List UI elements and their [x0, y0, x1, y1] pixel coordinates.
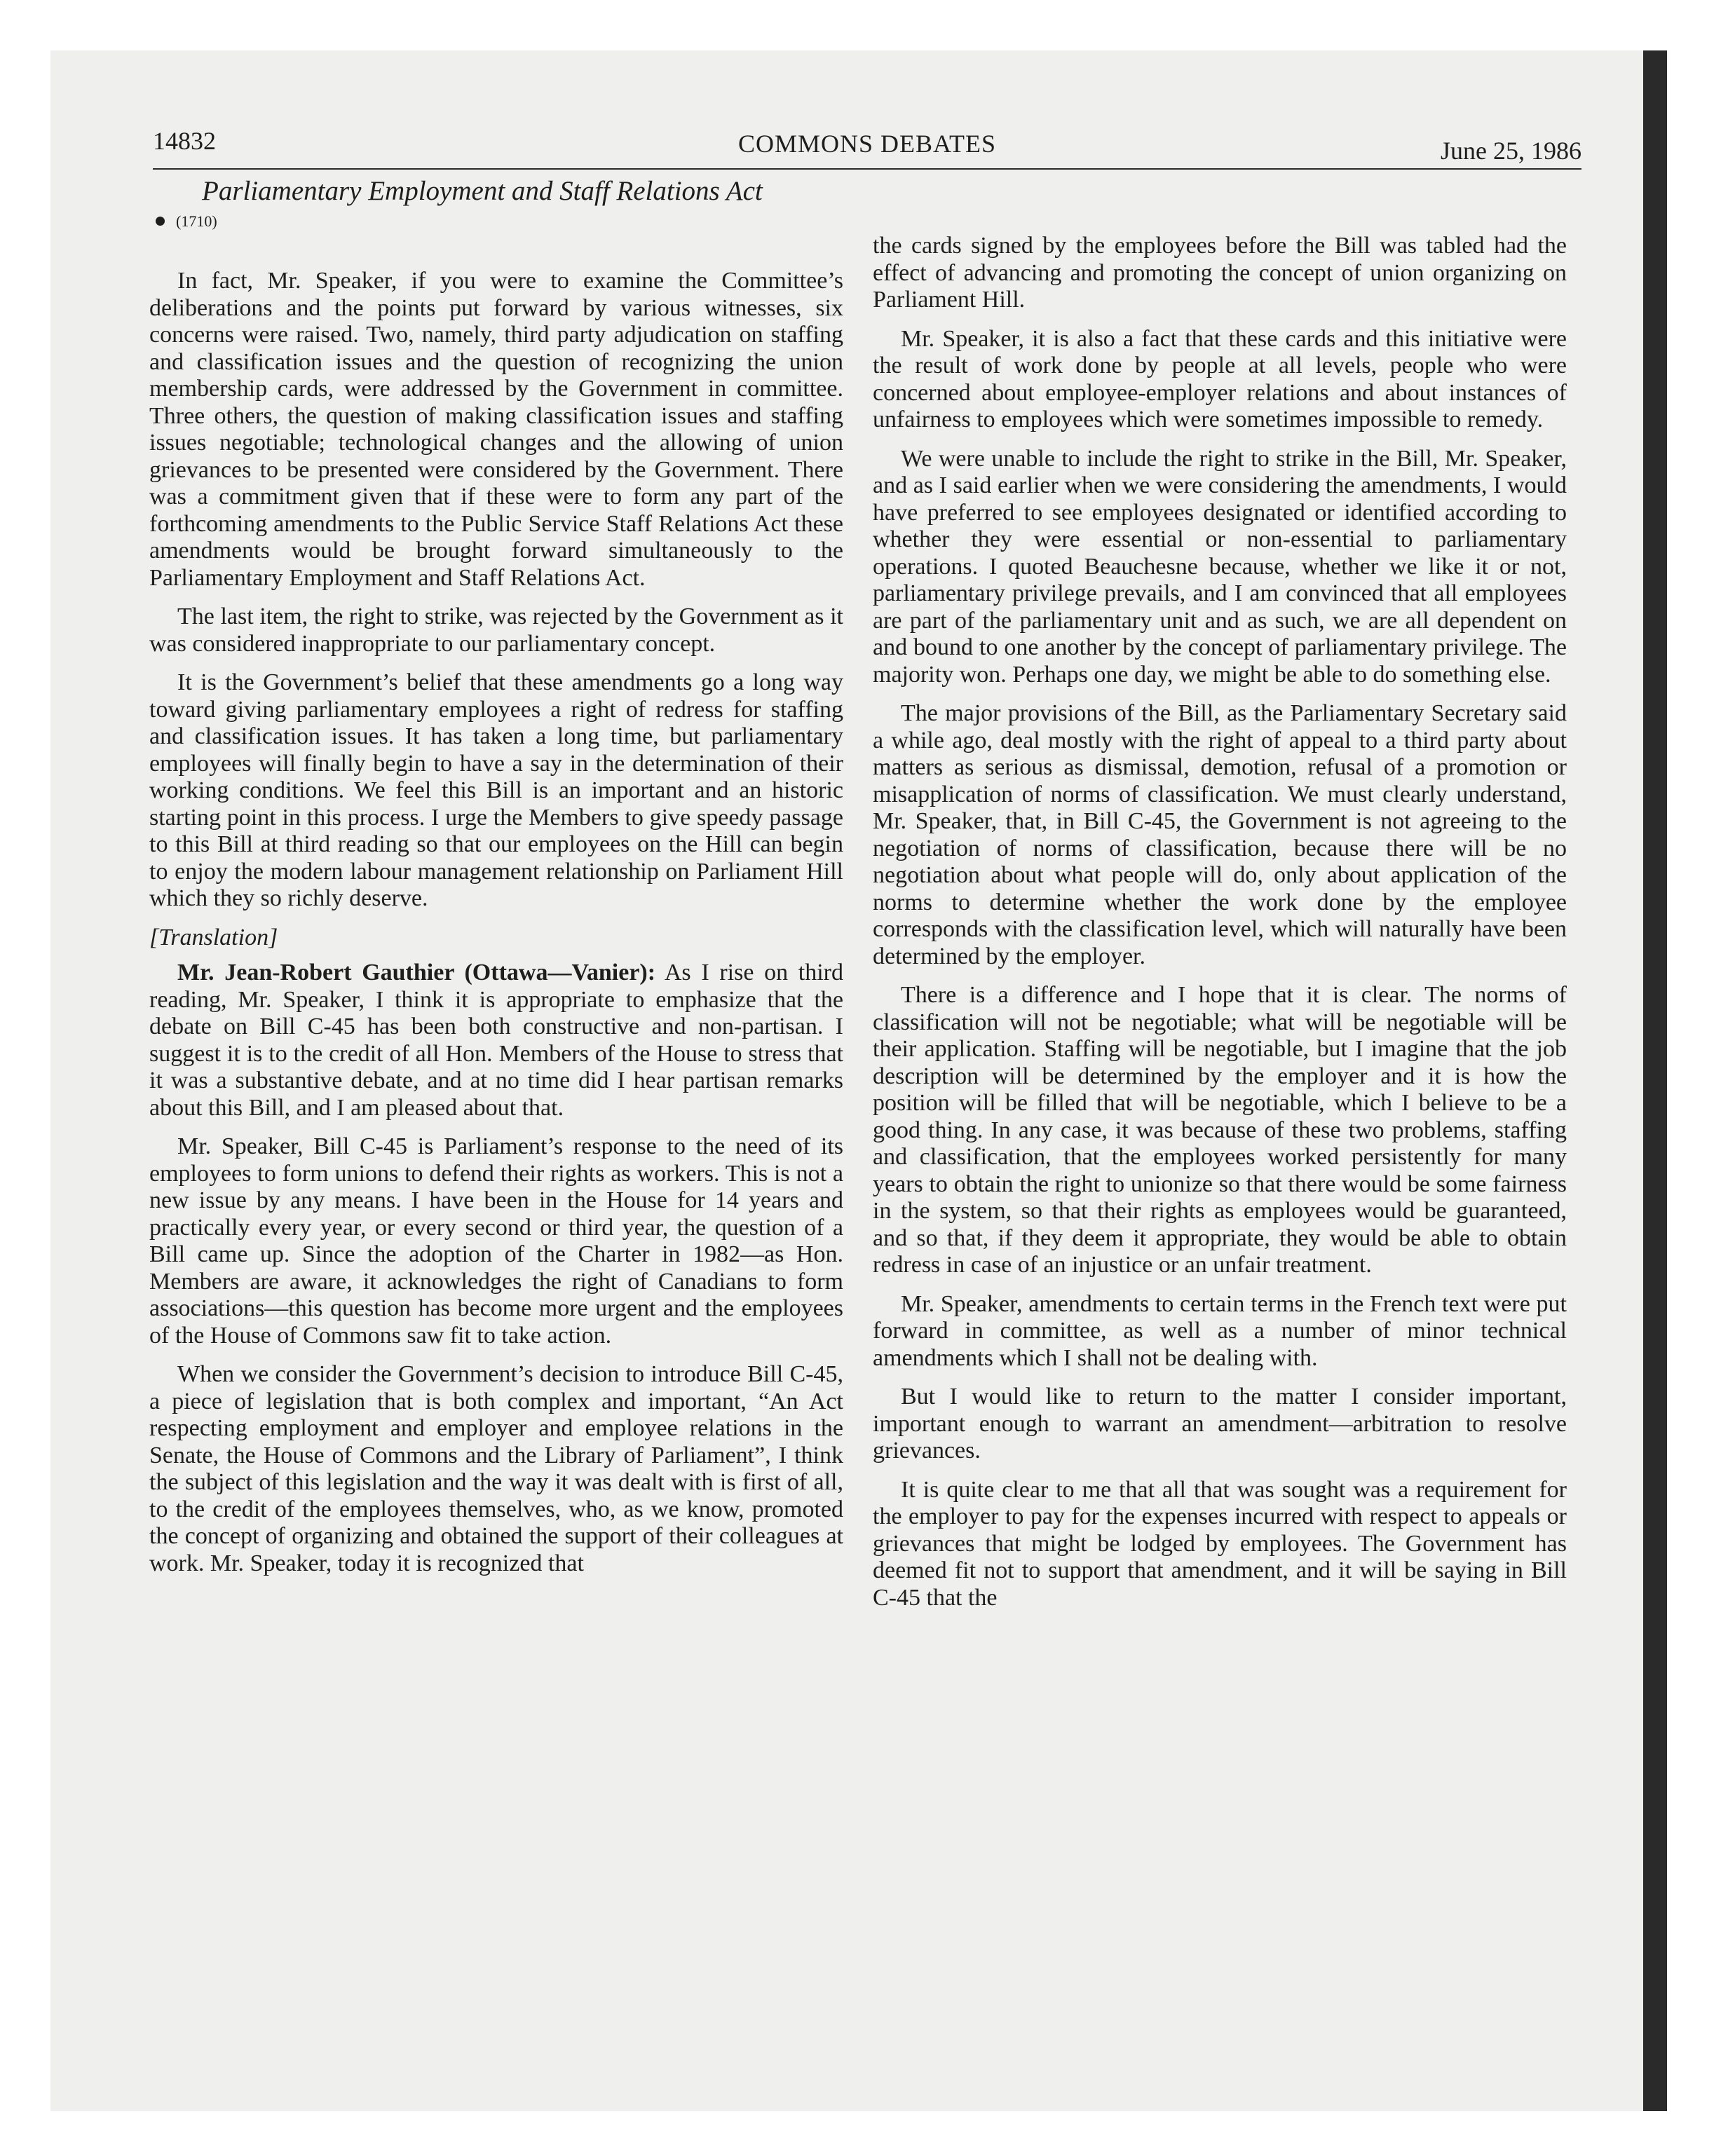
paragraph: It is the Government’s belief that these amendments go a long way toward giving parliamentary employees a right of redress for staffing and classification issues. It has taken a long time, but parliamentary employees will finally begin to have a say in the determination of their working conditions. We feel this Bill is an important and an historic starting point in this process. I urge the Members to give speedy passage to this Bill at third reading so that our employees on the Hill can begin to enjoy the modern labour management relationship on Parliament Hill which they so richly deserve.	[149, 669, 843, 911]
paragraph: It is quite clear to me that all that was sought was a requirement for the employer to pay for the expenses incurred with respect to appeals or grievances that might be lodged by employees. The Government has deemed fit not to support that amendment, and it will be saying in Bill C-45 that the	[873, 1476, 1567, 1611]
paragraph: the cards signed by the employees before the Bill was tabled had the effect of advancing and promoting the concept of union organizing on Parliament Hill.	[873, 233, 1567, 313]
speaker-name: Mr. Jean-Robert Gauthier (Ottawa—Vanier):	[177, 960, 656, 985]
bullet-icon	[156, 217, 165, 226]
paragraph: In fact, Mr. Speaker, if you were to examine the Committee’s deliberations and the points put forward by various witnesses, six concerns were raised. Two, namely, third party adjudication on staffing and classification issues and the question of recognizing the union membership cards, were addressed by the Government in committee. Three others, the question of making classification issues and staffing issues negotiable; technological changes and the allowing of union grievances to be presented were considered by the Government. There was a commitment given that if these were to form any part of the forthcoming amendments to the Public Service Staff Relations Act these amendments would be brought forward simultaneously to the Parliamentary Employment and Staff Relations Act.	[149, 268, 843, 591]
time-marker	[156, 212, 217, 231]
section-label: [Translation]	[149, 924, 278, 950]
scan-edge-shadow	[1643, 50, 1667, 2111]
paragraph: We were unable to include the right to strike in the Bill, Mr. Speaker, and as I said earlier when we were considering the amendments, I would have preferred to see employees designated or identified according to whether they were essential or non-essential to parliamentary operations. I quoted Beauchesne because, whether we like it or not, parliamentary privilege prevails, and I am convinced that all employees are part of the parliamentary unit and as such, we are all dependent on and bound to one another by the concept of parliamentary privilege. The majority won. Perhaps one day, we might be able to do something else.	[873, 445, 1567, 688]
speaker-paragraph	[149, 960, 843, 1121]
paragraph: The major provisions of the Bill, as the Parliamentary Secretary said a while ago, deal mostly with the right of appeal to a third party about matters as serious as dismissal, demotion, refusal of a promotion or misapplication of norms of classification. We must clearly understand, Mr. Speaker, that, in Bill C-45, the Government is not agreeing to the negotiation of norms of classification, because there will be no negotiation about what people will do, only about application of the norms to determine whether the work done by the employee corresponds with the classification level, which will naturally have been determined by the employer.	[873, 700, 1567, 969]
journal-title: COMMONS DEBATES	[737, 130, 997, 158]
running-head: Parliamentary Employment and Staff Relations Act	[202, 176, 763, 206]
page-number: 14832	[153, 127, 216, 155]
page-date: June 25, 1986	[1441, 137, 1581, 165]
paragraph: When we consider the Government’s decision to introduce Bill C-45, a piece of legislation that is both complex and important, “An Act respecting employment and employer and employee relations in the Senate, the House of Commons and the Library of Parliament”, I think the subject of this legislation and the way it was dealt with is first of all, to the credit of the employees themselves, who, as we know, promoted the concept of organizing and obtained the support of their colleagues at work. Mr. Speaker, today it is recognized that	[149, 1361, 843, 1576]
paragraph: The last item, the right to strike, was rejected by the Government as it was considered inappropriate to our parliamentary concept.	[149, 603, 843, 657]
left-column	[149, 268, 843, 1589]
speech-text: As I rise on third reading, Mr. Speaker, I think it is appropriate to emphasize that the debate on Bill C-45 has been both constructive and non-partisan. I suggest it is to the credit of all Hon. Members of the House to stress that it was a substantive debate, and at no time did I hear partisan remarks about this Bill, and I am pleased about that.	[149, 960, 844, 1121]
paragraph: Mr. Speaker, it is also a fact that these cards and this initiative were the result of work done by people at all levels, people who were concerned about employee-employer relations and about instances of unfairness to employees which were sometimes impossible to remedy.	[873, 325, 1567, 432]
paragraph: But I would like to return to the matter I consider important, important enough to warrant an amendment—arbitration to resolve grievances.	[873, 1384, 1567, 1464]
page-header	[153, 119, 1581, 170]
time-marker-text: (1710)	[176, 212, 217, 230]
paragraph: There is a difference and I hope that it is clear. The norms of classification will not be negotiable; what will be negotiable will be their application. Staffing will be negotiable, but I imagine that the job description will be determined by the employer and it is how the position will be filled that will be negotiable, which I believe to be a good thing. In any case, it was because of these two problems, staffing and classification, that the employees worked persistently for many years to obtain the right to unionize so that there would be some fairness in the system, so that their rights as employees would be guaranteed, and so that, if they deem it appropriate, they would be able to obtain redress in case of an injustice or an unfair treatment.	[873, 982, 1567, 1278]
paragraph: Mr. Speaker, amendments to certain terms in the French text were put forward in committee, as well as a number of minor technical amendments which I shall not be dealing with.	[873, 1290, 1567, 1371]
paragraph: Mr. Speaker, Bill C-45 is Parliament’s response to the need of its employees to form unions to defend their rights as workers. This is not a new issue by any means. I have been in the House for 14 years and practically every year, or every second or third year, the question of a Bill came up. Since the adoption of the Charter in 1982—as Hon. Members are aware, it acknowledges the right of Canadians to form associations—this question has become more urgent and the employees of the House of Commons saw fit to take action.	[149, 1133, 843, 1349]
right-column	[873, 233, 1567, 1623]
